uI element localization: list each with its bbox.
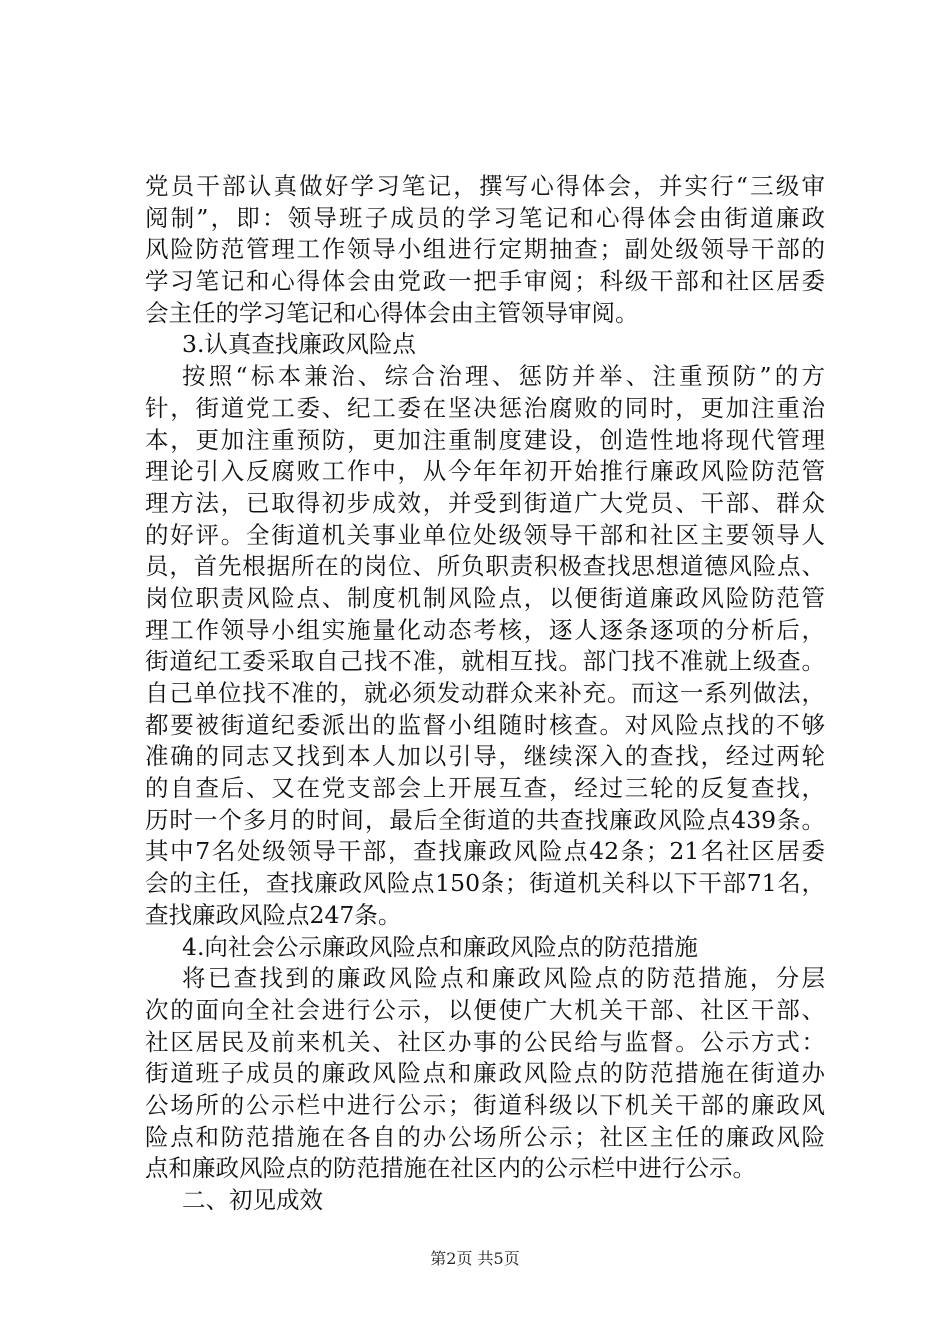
text-line: 理工作领导小组实施量化动态考核，逐人逐条逐项的分析后，	[145, 615, 825, 644]
text-line: 会的主任，查找廉政风险点150条；街道机关科以下干部71名，	[145, 869, 825, 898]
text-line: 二、初见成效	[182, 1186, 323, 1214]
text-line: 历时一个多月的时间，最后全街道的共查找廉政风险点439条。	[145, 805, 825, 834]
text-line: 点和廉政风险点的防范措施在社区内的公示栏中进行公示。	[145, 1154, 756, 1183]
text-line: 的自查后、又在党支部会上开展互查，经过三轮的反复查找，	[145, 774, 825, 803]
text-line: 本，更加注重预防，更加注重制度建设，创造性地将现代管理	[145, 425, 825, 454]
text-line: 会主任的学习笔记和心得体会由主管领导审阅。	[145, 298, 639, 327]
text-line: 岗位职责风险点、制度机制风险点，以便街道廉政风险防范管	[145, 583, 825, 612]
text-line: 准确的同志又找到本人加以引导，继续深入的查找，经过两轮	[145, 742, 825, 771]
text-line: 员，首先根据所在的岗位、所负职责积极查找思想道德风险点、	[145, 552, 825, 581]
document-body	[145, 171, 825, 1217]
text-line: 其中7名处级领导干部，查找廉政风险点42条；21名社区居委	[145, 837, 825, 866]
text-line: 公场所的公示栏中进行公示；街道科级以下机关干部的廉政风	[145, 1090, 825, 1119]
text-line: 的好评。全街道机关事业单位处级领导干部和社区主要领导人	[145, 520, 825, 549]
text-line: 4.向社会公示廉政风险点和廉政风险点的防范措施	[182, 932, 698, 961]
text-line: 社区居民及前来机关、社区办事的公民给与监督。公示方式：	[145, 1027, 825, 1056]
text-line: 都要被街道纪委派出的监督小组随时核查。对风险点找的不够	[145, 710, 825, 739]
text-line: 街道班子成员的廉政风险点和廉政风险点的防范措施在街道办	[145, 1059, 825, 1088]
text-line: 查找廉政风险点247条。	[145, 900, 402, 929]
page-footer: 第2页 共5页	[430, 1249, 520, 1268]
text-line: 针，街道党工委、纪工委在坚决惩治腐败的同时，更加注重治	[145, 393, 825, 422]
text-line: 党员干部认真做好学习笔记，撰写心得体会，并实行“三级审	[145, 172, 825, 200]
text-line: 将已查找到的廉政风险点和廉政风险点的防范措施，分层	[182, 964, 825, 993]
text-line: 理方法，已取得初步成效，并受到街道广大党员、干部、群众	[145, 488, 825, 517]
text-line: 阅制”，即：领导班子成员的学习笔记和心得体会由街道廉政	[145, 203, 825, 232]
text-line: 风险防范管理工作领导小组进行定期抽查；副处级领导干部的	[145, 235, 825, 264]
text-line: 街道纪工委采取自己找不准，就相互找。部门找不准就上级查。	[145, 647, 825, 676]
text-line: 自己单位找不准的，就必须发动群众来补充。而这一系列做法，	[145, 679, 825, 707]
text-line: 按照“标本兼治、综合治理、惩防并举、注重预防”的方	[182, 362, 825, 391]
text-line: 险点和防范措施在各自的办公场所公示；社区主任的廉政风险	[145, 1122, 825, 1151]
text-line: 学习笔记和心得体会由党政一把手审阅；科级干部和社区居委	[145, 267, 825, 296]
text-line: 理论引入反腐败工作中，从今年年初开始推行廉政风险防范管	[145, 457, 825, 486]
text-line: 3.认真查找廉政风险点	[182, 330, 416, 359]
text-line: 次的面向全社会进行公示，以便使广大机关干部、社区干部、	[145, 995, 825, 1024]
